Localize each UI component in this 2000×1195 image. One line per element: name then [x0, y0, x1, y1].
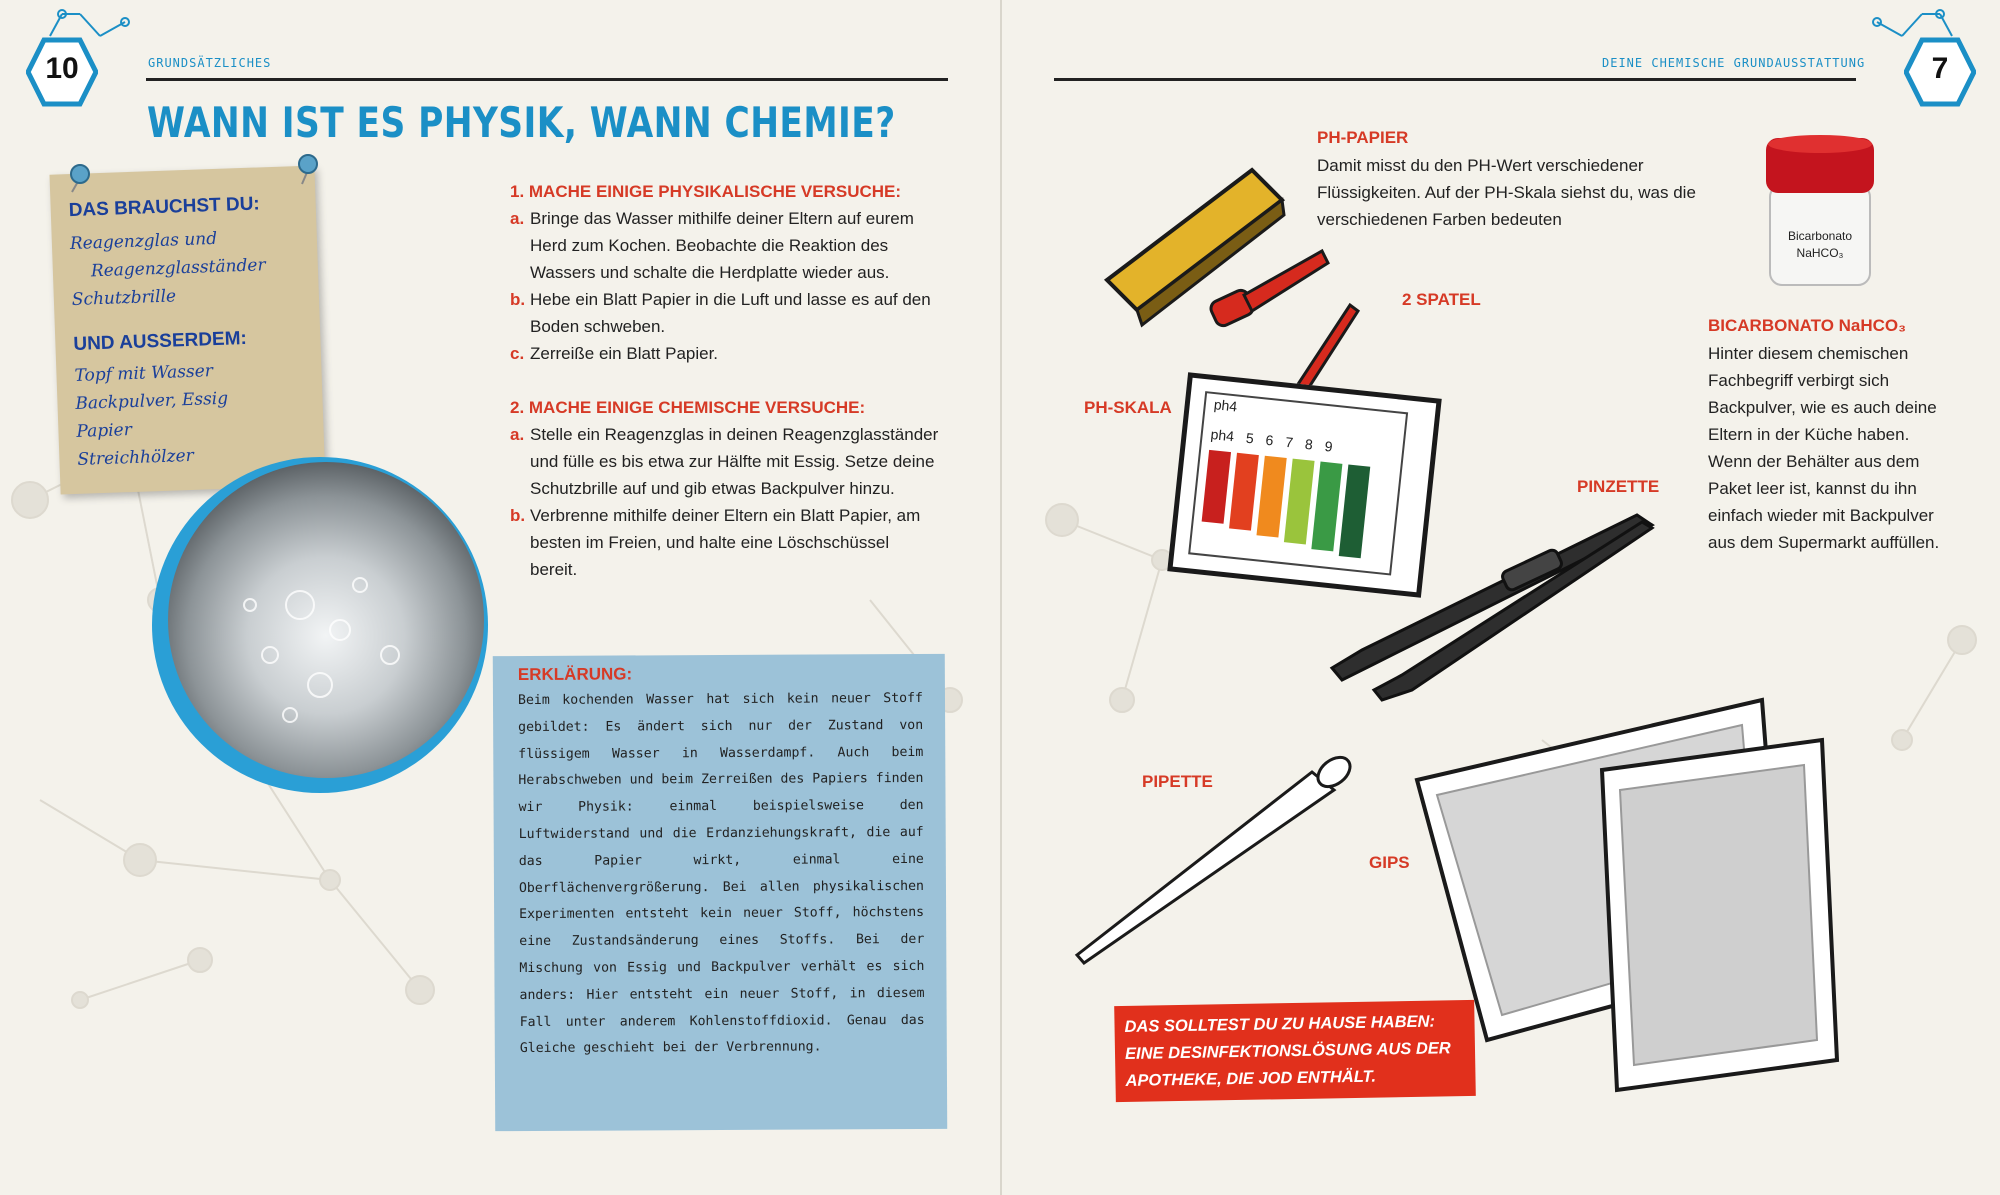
step-item: c. Zerreiße ein Blatt Papier.: [510, 344, 719, 363]
materials-note: [49, 165, 325, 494]
ph-color-bar: [1229, 453, 1259, 531]
header-rule: [146, 78, 948, 81]
bicarbonato-label: BICARBONATO NaHCO₃: [1708, 316, 1907, 335]
explanation-box: [493, 654, 947, 1131]
explanation-text: Beim kochenden Wasser hat sich kein neuer Stoff gebildet: Es ändert sich nur der Zustand von flüssigem Wasser in Wasserdampf. Auch beim Herabschweben und beim Zerreißen des Papiers finden wir Physik: einmal beispielsweise den Luftwiderstand und die Erdanziehungskraft, die auf das Papier wirkt, einmal eine Oberflächenvergrößerung. Bei allen physikalischen Experimenten entsteht kein neuer Stoff, höchstens eine Zustandsänderung eines Stoffs. Bei der Mischung von Essig und Backpulver verhält es sich anders: Hier entsteht ein neuer Stoff, in diesem Fall unter anderem Kohlenstoffdioxid. Genau das Gleiche geschieht bei der Verbrennung.: [517, 690, 925, 1057]
pinzette-label: PINZETTE: [1577, 477, 1660, 496]
running-head: DEINE CHEMISCHE GRUNDAUSSTATTUNG: [1602, 56, 1866, 70]
extra-materials-heading: UND AUSSERDEM:: [73, 327, 248, 355]
hexagon-decoration: [0, 0, 130, 40]
ph-scale-label: PH-SKALA: [1084, 398, 1172, 417]
header-rule: [1054, 78, 1856, 81]
warning-banner: DAS SOLLTEST DU ZU HAUSE HABEN: EINE DESINFEKTIONSLÖSUNG AUS DER APOTHEKE, DIE JOD ENTHÄLT.: [1114, 1000, 1476, 1102]
pipette-icon: [1072, 750, 1362, 970]
right-page: [1000, 0, 2000, 1195]
ph-color-bar: [1256, 456, 1286, 538]
ph-numbers: ph4 5 6 7 8 9: [1209, 425, 1334, 455]
explanation-heading: ERKLÄRUNG:: [517, 664, 633, 685]
step-item: b. Hebe ein Blatt Papier in die Luft und lasse es auf den Boden schweben.: [510, 290, 931, 336]
material-item: Schutzbrille: [71, 286, 177, 311]
ph-paper-text: Damit misst du den PH-Wert verschiedener Flüssigkeiten. Auf der PH-Skala siehst du, was die verschiedenen Farben bedeuten: [1317, 156, 1696, 229]
jar-label: Bicarbonato NaHCO₃: [1787, 229, 1853, 260]
section1-heading: 1. MACHE EINIGE PHYSIKALISCHE VERSUCHE:: [510, 182, 902, 201]
pushpin-icon: [290, 150, 330, 190]
hexagon-decoration: [1872, 0, 2000, 40]
material-item: Papier: [76, 420, 133, 442]
material-item: Streichhölzer: [77, 445, 195, 470]
running-head: GRUNDSÄTZLICHES: [148, 56, 272, 70]
pipette-label: PIPETTE: [1142, 772, 1213, 791]
ph-card-title: ph4: [1213, 396, 1239, 415]
material-item: Topf mit Wasser: [74, 361, 214, 386]
step-item: b. Verbrenne mithilfe deiner Eltern ein Blatt Papier, am besten im Freien, und halte eine Löschschüssel bereit.: [510, 506, 921, 579]
gips-label: GIPS: [1369, 853, 1410, 872]
material-item: Reagenzglas und: [69, 228, 218, 255]
material-item: Reagenzglasständer: [90, 255, 266, 282]
page-number: 7: [1931, 52, 1949, 85]
pushpin-icon: [60, 158, 100, 198]
step-item: a. Bringe das Wasser mithilfe deiner Eltern auf eurem Herd zum Kochen. Beobachte die Reaktion des Wassers und schalte die Herdplatte wieder aus.: [510, 209, 914, 282]
page-number: 10: [45, 52, 79, 85]
section2-heading: 2. MACHE EINIGE CHEMISCHE VERSUCHE:: [510, 398, 866, 417]
step-item: a. Stelle ein Reagenzglas in deinen Reagenzglasständer und fülle es bis etwa zur Hälfte mit Essig. Setze deine Schutzbrille auf und gib etwas Backpulver hinzu.: [510, 425, 939, 498]
bicarbonato-text: Hinter diesem chemischen Fachbegriff verbirgt sich Backpulver, wie es auch deine Eltern in der Küche haben. Wenn der Behälter aus dem Paket leer ist, kannst du ihn einfach wieder mit Backpulver aus dem Supermarkt auffüllen.: [1708, 344, 1940, 552]
bicarbonato-jar: [1762, 130, 1877, 295]
spatel-label: 2 SPATEL: [1402, 290, 1481, 309]
boiling-water-photo: [150, 455, 490, 795]
page-title: WANN IST ES PHYSIK, WANN CHEMIE?: [147, 98, 896, 147]
materials-heading: DAS BRAUCHST DU:: [68, 193, 261, 222]
ph-paper-label: PH-PAPIER: [1317, 128, 1409, 147]
material-item: Backpulver, Essig: [75, 388, 229, 414]
